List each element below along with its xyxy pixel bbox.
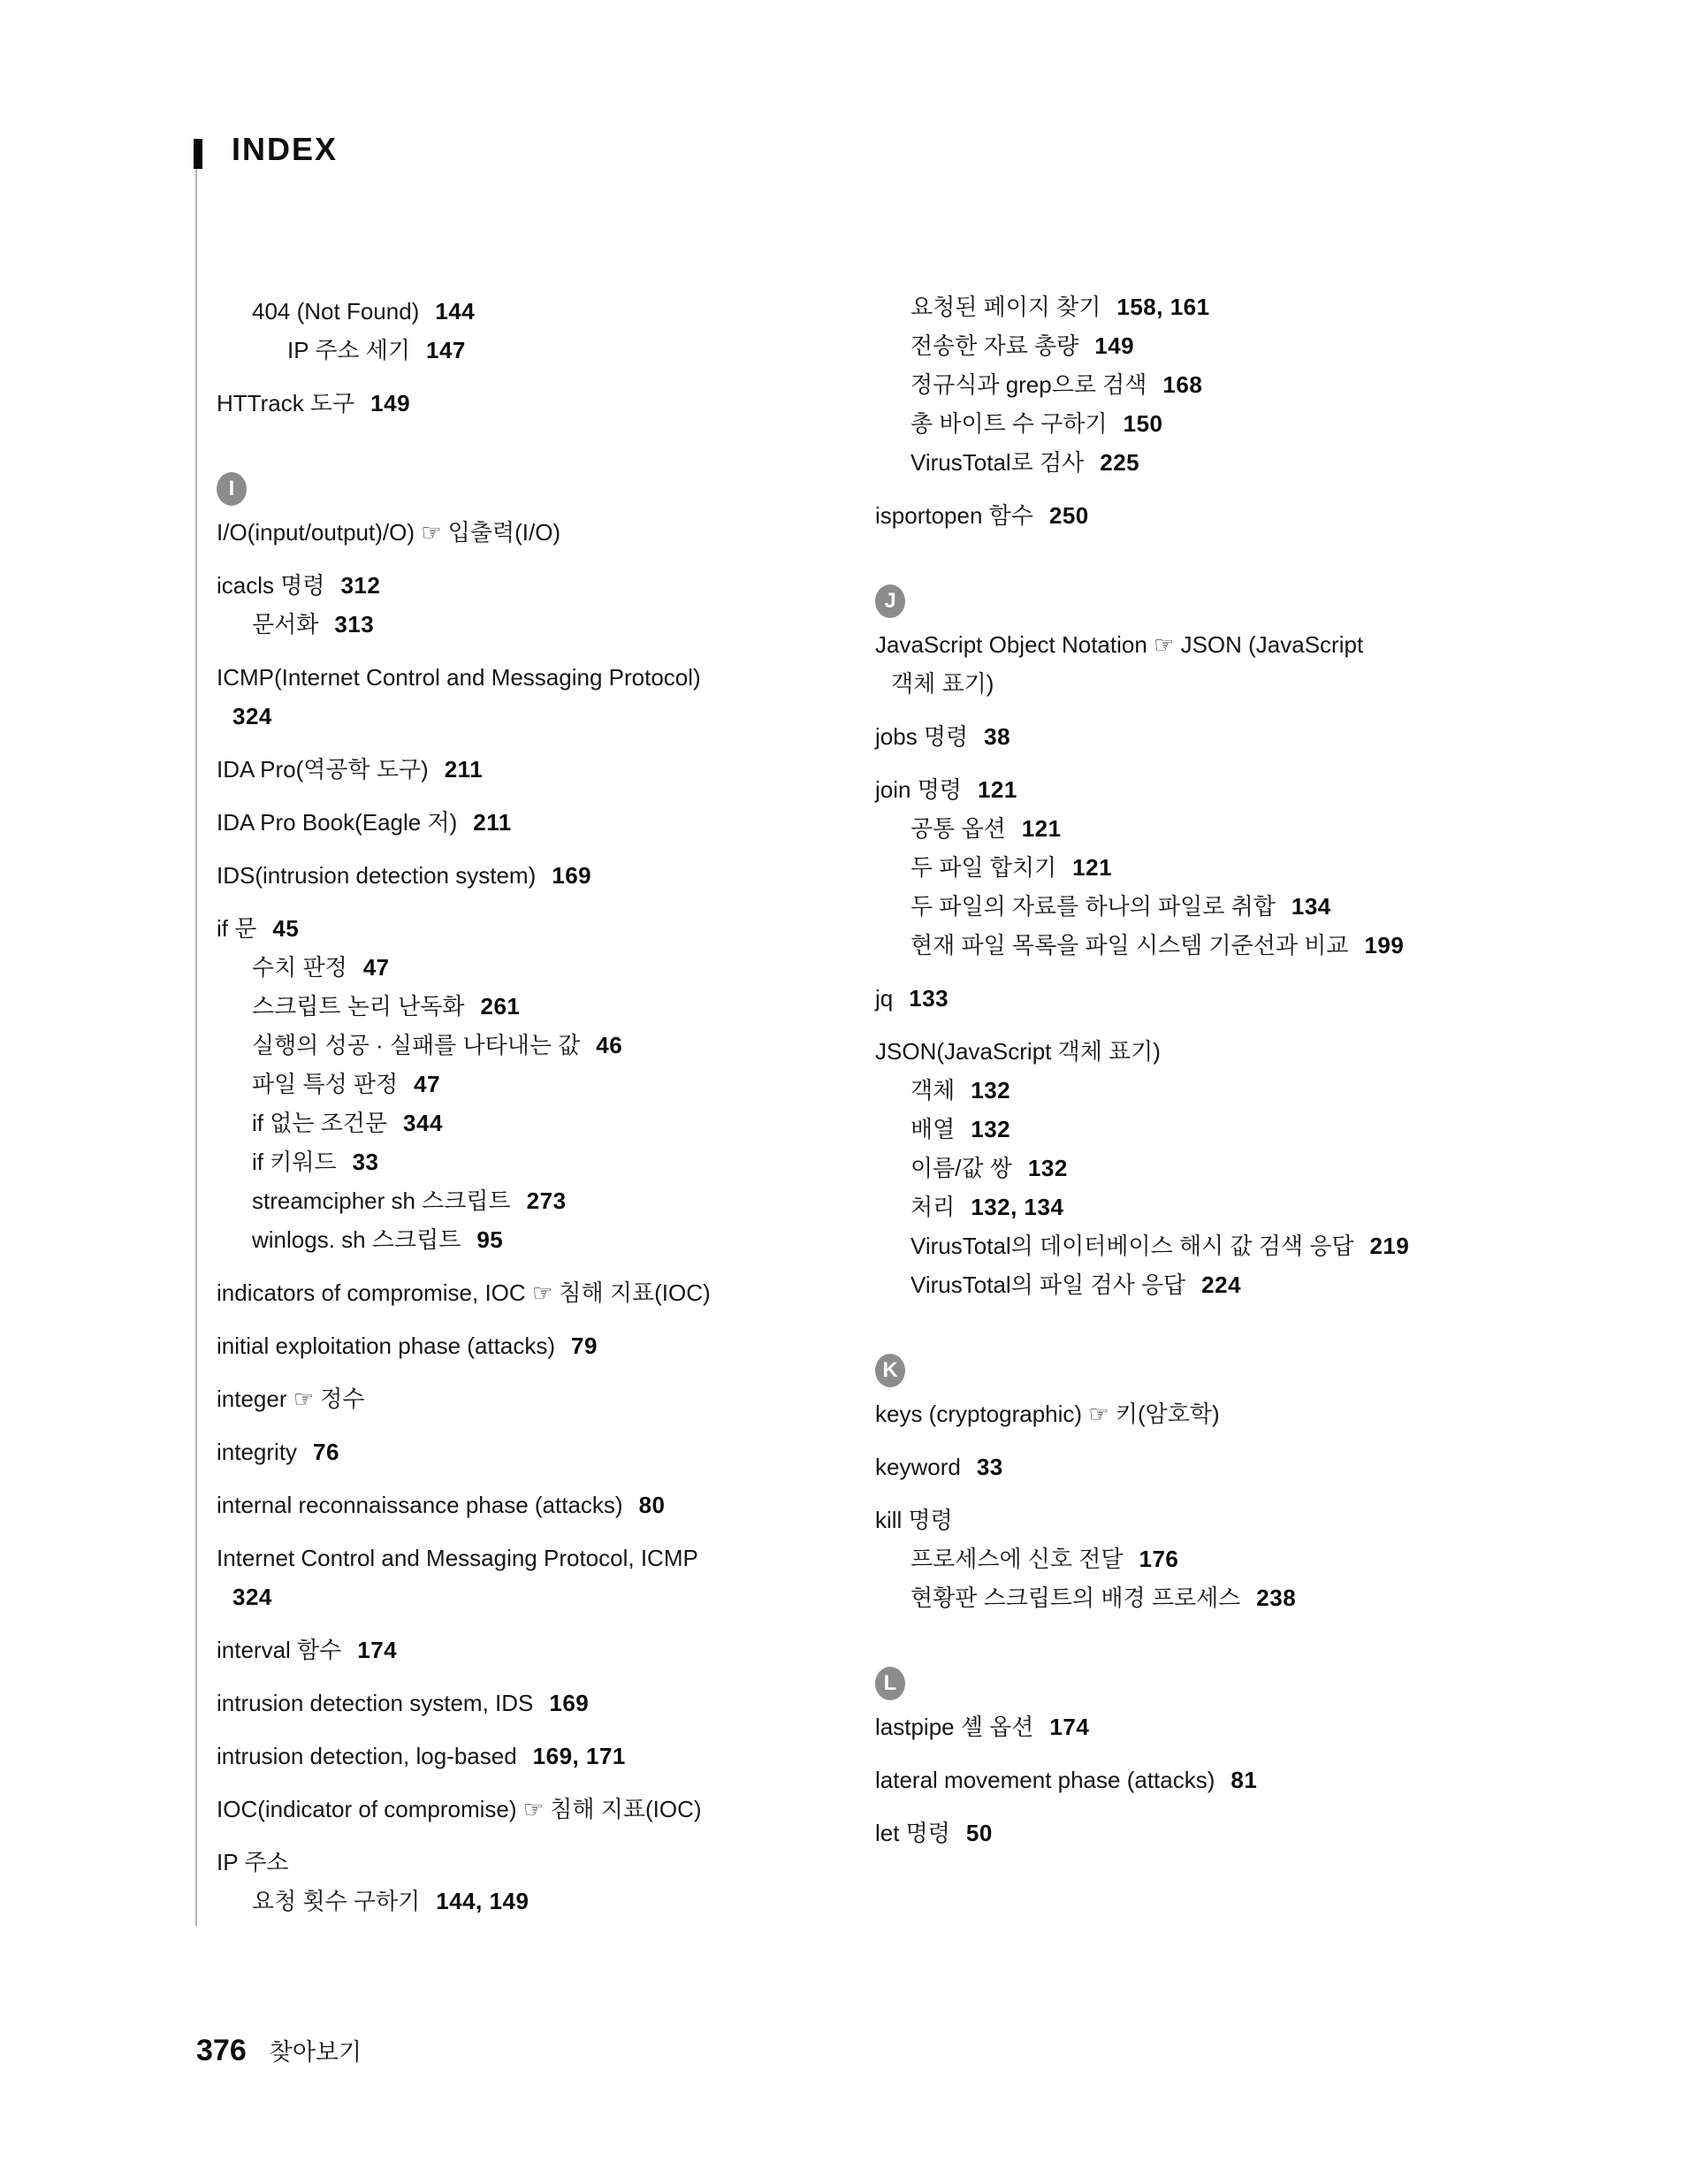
entry-page-numbers: 81 (1230, 1767, 1258, 1793)
index-entry (217, 665, 701, 690)
index-entry (217, 916, 299, 941)
index-entry (217, 1439, 339, 1464)
index-entry (217, 1493, 666, 1517)
index-entry (217, 1386, 365, 1411)
section-letter: K (882, 1358, 898, 1382)
index-entry (252, 612, 374, 637)
entry-label: integer ☞ 정수 (217, 1386, 365, 1412)
entry-label: 현재 파일 목록을 파일 시스템 기준선과 비교 (910, 932, 1349, 958)
index-entry (875, 632, 1363, 657)
entry-label: integrity (217, 1439, 298, 1465)
entry-label: intrusion detection system, IDS (217, 1690, 534, 1716)
index-entry-continuation (232, 1585, 272, 1609)
section-letter-badge-i (217, 472, 247, 506)
entry-label: isportopen 함수 (875, 502, 1033, 529)
index-entry (910, 450, 1139, 475)
index-entry (910, 1546, 1178, 1571)
entry-label: 총 바이트 수 구하기 (910, 410, 1108, 437)
entry-label: IDS(intrusion detection system) (217, 862, 537, 889)
entry-label: let 명령 (875, 1820, 950, 1846)
entry-page-numbers: 273 (526, 1187, 567, 1214)
entry-page-numbers: 132 (971, 1116, 1011, 1142)
index-entry (252, 994, 520, 1019)
entry-page-numbers: 132 (971, 1077, 1011, 1103)
entry-page-numbers: 238 (1256, 1585, 1297, 1611)
entry-page-numbers: 47 (414, 1071, 441, 1097)
entry-page-numbers: 312 (340, 572, 381, 599)
index-entry (910, 1195, 1063, 1219)
entry-page-numbers: 132 (1027, 1155, 1068, 1181)
entry-label: keys (cryptographic) ☞ 키(암호학) (875, 1401, 1220, 1427)
entry-page-numbers: 33 (976, 1454, 1003, 1480)
entry-label: VirusTotal의 파일 검사 응답 (910, 1271, 1186, 1298)
entry-page-numbers: 158, 161 (1116, 294, 1210, 320)
entry-label: 객체 (910, 1077, 956, 1103)
index-entry (910, 294, 1210, 319)
entry-label: 프로세스에 신호 전달 (910, 1546, 1124, 1572)
entry-label: 처리 (910, 1194, 956, 1220)
index-entry (217, 1280, 711, 1305)
entry-label: JSON(JavaScript 객체 표기) (875, 1038, 1161, 1065)
index-entry (217, 573, 380, 598)
entry-page-numbers: 79 (570, 1333, 598, 1359)
entry-label: 파일 특성 판정 (252, 1071, 399, 1097)
index-entry-continuation (891, 671, 994, 696)
index-entry (252, 1072, 440, 1096)
entry-page-numbers: 168 (1162, 371, 1203, 398)
header-accent-bar (194, 139, 202, 169)
entry-page-numbers: 121 (1072, 854, 1113, 881)
index-entry (875, 1039, 1161, 1064)
entry-label: 스크립트 논리 난독화 (252, 993, 465, 1019)
entry-label: 404 (Not Found) (252, 298, 420, 325)
entry-page-numbers: 176 (1139, 1546, 1179, 1572)
entry-label: HTTrack 도구 (217, 390, 355, 416)
entry-label: kill 명령 (875, 1507, 953, 1533)
index-entry (910, 816, 1062, 841)
index-entry (217, 1546, 698, 1570)
entry-page-numbers: 149 (370, 390, 411, 416)
index-entry (875, 1508, 953, 1532)
entry-label: I/O(input/output)/O) ☞ 입출력(I/O) (217, 519, 561, 546)
index-entry (910, 1272, 1241, 1297)
entry-page-numbers: 144, 149 (436, 1888, 530, 1914)
index-entry (875, 1455, 1003, 1479)
entry-page-numbers: 45 (272, 915, 300, 942)
entry-page-numbers: 80 (638, 1492, 666, 1518)
index-entry (875, 1714, 1089, 1739)
entry-page-numbers: 199 (1364, 932, 1405, 958)
index-entry (217, 1744, 626, 1768)
index-entry (910, 411, 1163, 436)
entry-page-numbers: 174 (357, 1637, 398, 1663)
section-letter: J (884, 589, 896, 613)
entry-label: IDA Pro(역공학 도구) (217, 756, 429, 783)
entry-page-numbers: 250 (1048, 502, 1089, 529)
index-entry (910, 894, 1331, 919)
entry-label: Internet Control and Messaging Protocol, ICMP (217, 1545, 698, 1571)
entry-label: 현황판 스크립트의 배경 프로세스 (910, 1585, 1241, 1611)
entry-page-numbers: 224 (1201, 1271, 1242, 1298)
entry-label: streamcipher sh 스크립트 (252, 1187, 511, 1214)
entry-page-numbers: 95 (476, 1226, 504, 1253)
entry-label: indicators of compromise, IOC ☞ 침해 지표(IOC) (217, 1279, 711, 1306)
entry-label: if 문 (217, 915, 257, 942)
index-entry (217, 757, 483, 782)
entry-label: 공통 옵션 (910, 815, 1006, 842)
entry-page-numbers: 76 (313, 1439, 339, 1465)
entry-label: icacls 명령 (217, 572, 325, 599)
entry-page-numbers: 121 (977, 776, 1017, 803)
entry-label: IP 주소 (217, 1849, 289, 1875)
entry-label: internal reconnaissance phase (attacks) (217, 1492, 623, 1518)
entry-label: IOC(indicator of compromise) ☞ 침해 지표(IOC) (217, 1796, 702, 1822)
index-entry (217, 810, 512, 835)
index-entry (910, 855, 1112, 880)
index-entry (910, 1117, 1010, 1142)
index-entry-continuation (232, 704, 272, 729)
entry-label: VirusTotal의 데이터베이스 해시 값 검색 응답 (910, 1233, 1354, 1259)
entry-page-numbers: 134 (1291, 893, 1331, 920)
entry-label: winlogs. sh 스크립트 (252, 1226, 461, 1253)
entry-page-numbers: 46 (596, 1032, 623, 1058)
entry-page-numbers: 169 (549, 1690, 590, 1716)
entry-page-numbers: 169, 171 (532, 1743, 626, 1769)
index-entry (217, 1638, 397, 1662)
section-letter: I (228, 477, 235, 500)
entry-label: jobs 명령 (875, 723, 969, 750)
index-entry (910, 333, 1134, 358)
index-entry (217, 1850, 289, 1875)
entry-label: 요청 횟수 구하기 (252, 1888, 421, 1914)
index-entry (252, 1033, 622, 1058)
page-footer (196, 2033, 362, 2068)
entry-label: 전송한 자료 총량 (910, 332, 1079, 359)
section-letter-badge-l (875, 1667, 905, 1700)
index-entry (875, 1401, 1220, 1426)
index-entry (217, 1691, 589, 1715)
index-entry (217, 391, 410, 416)
entry-page-numbers: 47 (362, 954, 390, 981)
entry-page-numbers: 174 (1049, 1714, 1090, 1740)
entry-label: if 없는 조건문 (252, 1110, 388, 1136)
index-entry (252, 1889, 529, 1913)
index-entry (252, 1227, 503, 1252)
entry-label: JavaScript Object Notation ☞ JSON (JavaScript (875, 631, 1364, 658)
entry-label: lateral movement phase (attacks) (875, 1767, 1215, 1793)
section-letter-badge-k (875, 1354, 905, 1387)
index-entry (217, 1333, 598, 1358)
index-entry (910, 372, 1202, 397)
entry-label: 문서화 (252, 611, 319, 638)
entry-page-numbers: 261 (480, 993, 521, 1019)
index-entry (875, 724, 1010, 749)
index-entry (252, 1188, 567, 1213)
entry-label: 두 파일 합치기 (910, 854, 1057, 881)
index-entry (910, 1156, 1068, 1180)
footer-label: 찾아보기 (269, 2039, 362, 2066)
entry-page-numbers: 144 (435, 298, 476, 325)
index-entry (910, 1078, 1010, 1103)
entry-label: interval 함수 (217, 1637, 342, 1663)
entry-label: join 명령 (875, 776, 962, 803)
entry-page-numbers: 344 (403, 1110, 443, 1136)
index-entry (217, 1797, 702, 1821)
index-entry (217, 863, 591, 888)
page-title: INDEX (232, 131, 339, 167)
index-entry (252, 1149, 379, 1174)
entry-page-numbers: 324 (232, 1584, 272, 1610)
entry-label: lastpipe 셸 옵션 (875, 1714, 1034, 1740)
entry-label: ICMP(Internet Control and Messaging Protocol) (217, 664, 701, 691)
entry-page-numbers: 33 (352, 1149, 379, 1175)
entry-label: IP 주소 세기 (287, 337, 411, 363)
entry-page-numbers: 133 (909, 985, 949, 1012)
entry-page-numbers: 38 (984, 723, 1011, 750)
entry-label: 수치 판정 (252, 954, 347, 981)
section-letter-badge-j (875, 584, 905, 618)
entry-label: 두 파일의 자료를 하나의 파일로 취합 (910, 893, 1276, 920)
entry-label: initial exploitation phase (attacks) (217, 1333, 555, 1359)
entry-label: jq (875, 985, 894, 1012)
index-entry (875, 777, 1017, 802)
entry-label: keyword (875, 1454, 961, 1480)
entry-label: 객체 표기) (891, 670, 994, 697)
left-rule-line (195, 169, 197, 1926)
entry-page-numbers: 313 (334, 611, 375, 638)
index-entry (875, 503, 1089, 528)
entry-label: IDA Pro Book(Eagle 저) (217, 809, 458, 836)
entry-label: 실행의 성공 · 실패를 나타내는 값 (252, 1032, 581, 1058)
entry-page-numbers: 219 (1369, 1233, 1410, 1259)
entry-label: VirusTotal로 검사 (910, 449, 1085, 476)
index-entry (287, 338, 466, 363)
entry-page-numbers: 147 (426, 337, 466, 363)
index-entry (910, 1585, 1296, 1610)
entry-page-numbers: 50 (965, 1820, 993, 1846)
entry-page-numbers: 211 (444, 756, 484, 783)
entry-page-numbers: 121 (1021, 815, 1062, 842)
index-entry (875, 1821, 993, 1845)
index-entry (252, 1111, 443, 1135)
index-entry (217, 520, 560, 545)
entry-page-numbers: 150 (1123, 410, 1163, 437)
entry-label: if 키워드 (252, 1149, 337, 1175)
index-entry (875, 986, 949, 1011)
entry-page-numbers: 225 (1100, 449, 1140, 476)
entry-label: 이름/값 쌍 (910, 1155, 1012, 1181)
index-column-left (217, 299, 862, 1913)
index-entry (252, 299, 475, 324)
entry-page-numbers: 149 (1094, 332, 1135, 359)
entry-page-numbers: 211 (473, 809, 512, 836)
entry-label: 배열 (910, 1116, 956, 1142)
entry-label: 정규식과 grep으로 검색 (910, 371, 1147, 398)
section-letter: L (883, 1671, 897, 1695)
index-column-right (875, 294, 1609, 1845)
index-entry (252, 955, 390, 980)
entry-page-numbers: 169 (552, 862, 592, 889)
entry-page-numbers: 132, 134 (971, 1194, 1064, 1220)
entry-label: 요청된 페이지 찾기 (910, 294, 1101, 320)
index-entry (875, 1768, 1257, 1792)
entry-page-numbers: 324 (232, 703, 272, 729)
entry-label: intrusion detection, log-based (217, 1743, 517, 1769)
index-entry (910, 933, 1404, 958)
index-entry (910, 1233, 1409, 1258)
page-number: 376 (196, 2034, 247, 2067)
